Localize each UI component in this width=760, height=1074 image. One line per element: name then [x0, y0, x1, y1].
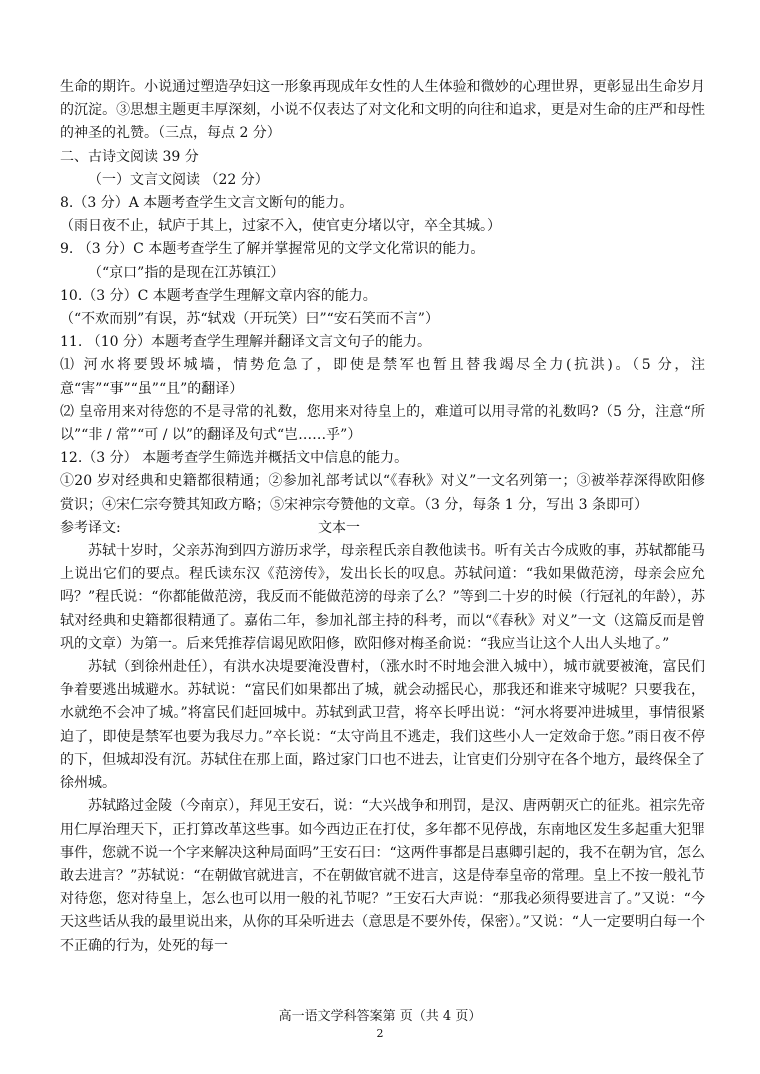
text-one-heading: 文本一 [318, 519, 360, 536]
reference-label: 参考译文: [60, 519, 121, 536]
answer-11: 11. （10 分）本题考查学生理解并翻译文言文句子的能力。 [60, 334, 431, 351]
translation-paragraph: 苏轼路过金陵（今南京），拜见王安石，说：“大兴战争和刑罚，是汉、唐两朝灭亡的征兆。祖宗先帝用仁厚治理天下，正打算改革这些事。如今西边正在打仗，多年都不见停战，东南地区发生多起重大犯罪事件，您就不说一个字来解决这种局面吗”王安石曰：“这两件事都是吕惠卿引起的，我不在朝为官，怎么敢去进言？”苏轼说：“在朝做官就进言，不在朝做官就不进言，这是侍奉皇帝的常理。皇上不按一般礼节对待您，您对待皇上，怎么也可以用一般的礼节呢？”王安石大声说：“那我必须得要进言了。”又说：“今天这些话从我的最里说出来，从你的耳朵听进去（意思是不要外传，保密）。”又说：“人一定要明白每一个不正确的行为，处死的每一 [60, 798, 705, 954]
answer-8: 8.（3 分）A 本题考查学生文言文断句的能力。 [60, 195, 354, 212]
subsection-heading: （一）文言文阅读 （22 分） [88, 171, 269, 188]
answer-8-note: （雨日夜不止，轼庐于其上，过家不入，使官吏分堵以守，卒全其城。） [60, 218, 501, 235]
translation-paragraph: 苏轼（到徐州赴任），有洪水决堤要淹没曹村，（涨水时不时地会泄入城中），城市就要被淹，富民们争着要逃出城避水。苏轼说：“富民们如果都出了城，就会动摇民心，那我还和谁来守城呢？只要我在，水就绝不会冲了城。”将富民们赶回城中。苏轼到武卫营，将卒长呼出说：“河水将要冲进城里，事情很紧迫了，即使是禁军也要为我尽力。”卒长说：“太守尚且不逃走，我们这些小人一定效命于您。”雨日夜不停的下，但城却没有沉。苏轼住在那上面，路过家门口也不进去，让官吏们分别守在各个地方，最终保全了徐州城。 [60, 659, 705, 792]
answer-key-body [60, 76, 705, 958]
answer-11-part-1: ⑴ 河水将要毁坏城墙，情势危急了，即使是禁军也暂且替我竭尽全力(抗洪)。（5 分，注意“害”“事”“虽”“且”的翻译） [60, 357, 705, 397]
answer-11-part-2: ⑵ 皇帝用来对待您的不是寻常的礼数，您用来对待皇上的，难道可以用寻常的礼数吗?（5 分，注意“所以”“非 / 常”“可 / 以”的翻译及句式“岂……乎”） [60, 403, 705, 444]
page-footer: 高一语文学科答案第 页（共 4 页） [278, 1009, 482, 1024]
answer-10: 10.（3 分）C 本题考查学生理解文章内容的能力。 [60, 287, 377, 304]
page-number: 2 [376, 1027, 384, 1040]
answer-9: 9. （3 分）C 本题考查学生了解并掌握常见的文学文化常识的能力。 [60, 241, 485, 258]
reference-translation-header [60, 517, 705, 540]
translation-paragraph: 苏轼十岁时，父亲苏洵到四方游历求学，母亲程氏亲自教他读书。听有关古今成败的事，苏轼都能马上说出它们的要点。程氏读东汉《范滂传》，发出长长的叹息。苏轼问道：“我如果做范滂，母亲会应允吗？”程氏说：“你都能做范滂，我反而不能做范滂的母亲了么？”等到二十岁的时候（行冠礼的年龄），苏轼对经典和史籍都很精通了。嘉佑二年，参加礼部主持的科考，而以“《春秋》对义”一文（这篇反而是曾巩的文章）为第一。后来凭推荐信谒见欧阳修，欧阳修对梅圣俞说：“我应当让这个人出人头地了。” [60, 543, 705, 652]
answer-12: 12.（3 分） 本题考查学生筛选并概括文中信息的能力。 [60, 450, 409, 467]
answer-10-note: （“不欢而别”有误，苏“轼戏（开玩笑）曰”“安石笑而不言”） [60, 311, 439, 328]
answer-9-note: （“京口”指的是现在江苏镇江） [88, 264, 285, 281]
section-heading: 二、古诗文阅读 39 分 [60, 148, 199, 165]
paragraph-continuation: 生命的期许。小说通过塑造孕妇这一形象再现成年女性的人生体验和微妙的心理世界，更彰显出生命岁月的沉淀。③思想主题更丰厚深刻，小说不仅表达了对文化和文明的向往和追求，更是对生命的庄严和母性的神圣的礼赞。（三点，每点 2 分） [60, 79, 705, 142]
answer-12-points: ①20 岁对经典和史籍都很精通；②参加礼部考试以“《春秋》对义”一文名列第一；③被举荐深得欧阳修赏识；④宋仁宗夸赞其知政方略；⑤宋神宗夸赞他的文章。（3 分，每条 1 分，写出 3 条即可） [60, 473, 705, 513]
